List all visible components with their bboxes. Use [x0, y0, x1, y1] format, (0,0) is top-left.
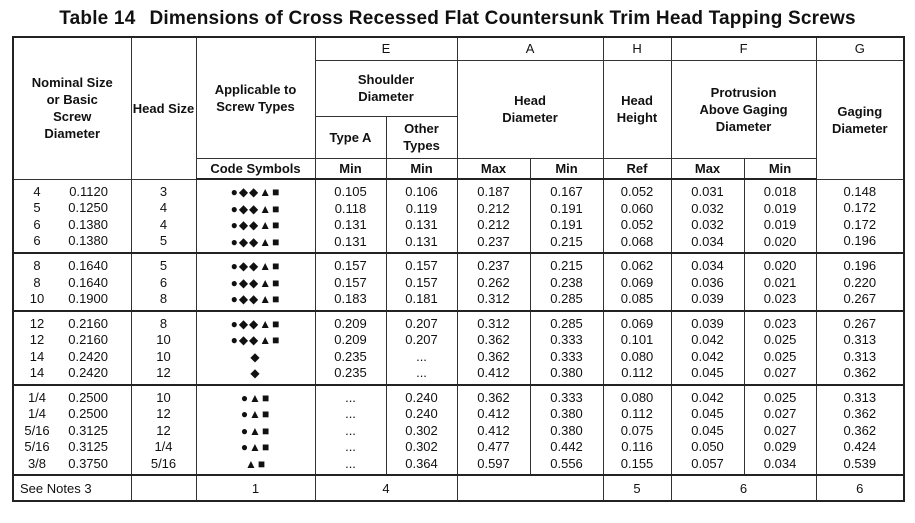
table-row: 0.302: [405, 422, 438, 438]
see-notes-label: See Notes: [20, 480, 81, 496]
e-type-a-min-cell: [315, 311, 386, 385]
basic-diameter: 0.2160: [68, 332, 108, 347]
table-row: 0.362: [477, 389, 510, 405]
nominal-size: 4: [33, 183, 41, 199]
table-row: [14, 365, 131, 382]
head-size-cell: [131, 385, 196, 476]
e-other-min-cell: [386, 311, 457, 385]
table-row: 0.209: [334, 315, 367, 331]
table-row: [14, 217, 131, 234]
table-row: 8: [159, 315, 168, 331]
table-row: 0.237: [477, 258, 510, 273]
page-title: [0, 8, 915, 30]
table-row: 0.069: [620, 274, 654, 290]
table-row: 0.240: [405, 406, 438, 421]
table-row: [14, 200, 131, 217]
nominal-size: 6: [33, 233, 41, 248]
f-max-cell: [671, 179, 744, 253]
nominal-size: 6: [33, 216, 41, 232]
table-row: 0.333: [550, 332, 583, 347]
table-row: 0.212: [477, 200, 510, 216]
e-other-min-cell: [386, 385, 457, 476]
table-row: 0.220: [843, 274, 877, 290]
nominal-size: 1/4: [27, 406, 47, 421]
table-row: 0.157: [405, 274, 438, 290]
a-max-cell: [457, 179, 530, 253]
basic-diameter: 0.1380: [68, 216, 108, 232]
table-row: [14, 291, 131, 308]
nominal-size-cell: [13, 179, 131, 253]
table-row: 0.042: [691, 389, 724, 405]
basic-diameter: 0.1380: [68, 233, 108, 248]
table-row: 0.027: [763, 406, 797, 421]
table-row: 0.362: [843, 422, 877, 438]
table-row: 0.312: [477, 291, 510, 306]
table-row: 0.057: [691, 455, 724, 471]
table-row: 0.131: [405, 233, 438, 249]
header-f-min: Min: [744, 158, 816, 179]
table-row: 0.029: [763, 439, 797, 454]
table-row: [14, 332, 131, 349]
table-row: 0.034: [691, 233, 724, 249]
header-h-ref: Ref: [603, 158, 671, 179]
table-row: 0.362: [477, 332, 510, 347]
see-notes-cell: [13, 475, 131, 501]
table-row: 0.172: [843, 216, 877, 232]
table-row: ●◆◆▲■: [230, 333, 281, 347]
table-row: 0.052: [620, 184, 654, 199]
table-row: 0.313: [843, 389, 877, 405]
table-row: 0.025: [763, 332, 797, 347]
table-row: 10: [156, 348, 171, 364]
table-row: 0.191: [550, 217, 583, 232]
code-symbols-cell: [196, 179, 315, 253]
header-head-height: Head Height: [603, 60, 671, 158]
table-row: 0.313: [843, 332, 877, 347]
table-row: 0.045: [691, 422, 724, 438]
header-f-max: Max: [671, 158, 744, 179]
f-max-cell: [671, 311, 744, 385]
head-size-cell: [131, 179, 196, 253]
table-row: 0.023: [763, 315, 797, 331]
table-row: 12: [156, 422, 171, 438]
table-row: 0.023: [763, 291, 797, 306]
table-row: 0.333: [550, 389, 583, 405]
table-row: 0.539: [843, 455, 877, 471]
table-row: ●◆◆▲■: [230, 234, 281, 249]
header-code-symbols: Code Symbols: [196, 158, 315, 179]
e-type-a-min-cell: [315, 253, 386, 311]
table-row: [14, 456, 131, 473]
table-row: 0.235: [334, 348, 367, 364]
table-row: 0.556: [550, 455, 583, 471]
a-max-cell: [457, 311, 530, 385]
f-max-cell: [671, 385, 744, 476]
table-row: 0.042: [691, 332, 724, 347]
f-min-cell: [744, 385, 816, 476]
table-row: 0.032: [691, 217, 724, 232]
note-code: 1: [196, 475, 315, 501]
table-row: 0.262: [477, 274, 510, 290]
table-row: 0.267: [843, 291, 877, 306]
table-row: 0.039: [691, 291, 724, 306]
table-row: 0.302: [405, 439, 438, 454]
table-row: 4: [159, 216, 168, 232]
header-e-type-a-min: Min: [315, 158, 386, 179]
table-row-group: [13, 311, 904, 385]
table-row: 0.119: [405, 200, 438, 216]
table-row: ●◆◆▲■: [230, 185, 281, 199]
header-g: G: [816, 37, 904, 60]
code-symbols-cell: [196, 253, 315, 311]
table-row: 5: [159, 233, 168, 248]
header-f: F: [671, 37, 816, 60]
table-row: 0.207: [405, 332, 438, 347]
g-cell: [816, 179, 904, 253]
table-row: 0.019: [763, 217, 797, 232]
table-row: ◆: [250, 366, 261, 380]
note-f: 6: [671, 475, 816, 501]
table-row: 0.196: [843, 233, 877, 248]
table-row: 0.101: [620, 332, 654, 347]
h-ref-cell: [603, 179, 671, 253]
basic-diameter: 0.1120: [69, 183, 108, 199]
table-row: 0.157: [405, 258, 438, 273]
table-row: 10: [156, 389, 171, 405]
table-row: ...: [345, 439, 356, 454]
table-row: 0.181: [405, 291, 438, 306]
table-row: 0.045: [691, 406, 724, 421]
code-symbols-cell: [196, 385, 315, 476]
table-row: 0.412: [477, 422, 510, 438]
table-row: [14, 349, 131, 366]
table-row: 0.380: [550, 406, 583, 421]
table-row: 0.118: [334, 200, 367, 216]
table-row: [14, 390, 131, 407]
f-min-cell: [744, 311, 816, 385]
e-other-min-cell: [386, 179, 457, 253]
note-h: 5: [603, 475, 671, 501]
e-type-a-min-cell: [315, 179, 386, 253]
table-row: [14, 233, 131, 250]
table-row: ◆: [250, 349, 261, 364]
g-cell: [816, 253, 904, 311]
table-row: 0.412: [477, 365, 510, 380]
table-row: 0.187: [477, 184, 510, 199]
table-row: 0.085: [620, 291, 654, 306]
table-row: ...: [345, 389, 356, 405]
nominal-size: 5/16: [24, 439, 50, 454]
table-row: 0.333: [550, 348, 583, 364]
table-row: 12: [156, 365, 171, 380]
table-row: 0.362: [843, 406, 877, 421]
table-row-group: [13, 385, 904, 476]
header-shoulder-diameter: Shoulder Diameter: [315, 60, 457, 116]
header-a-max: Max: [457, 158, 530, 179]
table-row: ...: [345, 406, 356, 421]
e-other-min-cell: [386, 253, 457, 311]
h-ref-cell: [603, 253, 671, 311]
table-row-group: [13, 179, 904, 253]
header-applicable: Applicable to Screw Types: [196, 37, 315, 158]
table-row: 0.060: [620, 200, 654, 216]
table-row: ●▲■: [240, 407, 271, 421]
table-row-group: [13, 253, 904, 311]
table-row: 0.477: [477, 439, 510, 454]
table-row: 0.238: [550, 274, 583, 290]
table-row: 5: [159, 258, 168, 273]
table-row: 0.362: [477, 348, 510, 364]
table-row: 0.313: [843, 348, 877, 364]
table-row: [14, 316, 131, 333]
a-min-cell: [530, 311, 603, 385]
nominal-size: 12: [29, 332, 45, 347]
basic-diameter: 0.3125: [68, 422, 108, 438]
table-row: [14, 275, 131, 292]
table-row: 0.052: [620, 217, 654, 232]
dimensions-table: [12, 36, 905, 502]
e-type-a-min-cell: [315, 385, 386, 476]
table-row: 0.285: [550, 291, 583, 306]
table-row: 0.020: [763, 233, 797, 249]
header-a-min: Min: [530, 158, 603, 179]
table-row: [14, 439, 131, 456]
basic-diameter: 0.2420: [68, 365, 108, 380]
header-gaging-diameter: Gaging Diameter: [816, 60, 904, 179]
basic-diameter: 0.2160: [68, 315, 108, 331]
table-row: 0.042: [691, 348, 724, 364]
table-row: ●◆◆▲■: [230, 259, 281, 273]
nominal-size: 5/16: [24, 422, 50, 438]
nominal-size: 14: [29, 348, 45, 364]
table-row: 0.196: [843, 258, 877, 273]
table-row: 0.131: [334, 217, 367, 232]
table-row: 0.025: [763, 389, 797, 405]
table-row: 0.062: [620, 258, 654, 273]
table-row: 0.068: [620, 233, 654, 249]
table-row: ▲■: [244, 456, 267, 471]
table-row: 0.131: [334, 233, 367, 249]
table-row: 3: [159, 183, 168, 199]
table-row: 0.112: [621, 365, 653, 380]
table-row: 0.172: [843, 200, 877, 215]
table-row: 0.027: [763, 365, 797, 380]
table-row: ●◆◆▲■: [230, 201, 281, 216]
table-row: 0.412: [477, 406, 510, 421]
table-row: [14, 258, 131, 275]
table-row: ●◆◆▲■: [230, 218, 281, 232]
table-row: 0.032: [691, 200, 724, 216]
table-row: 0.183: [334, 291, 367, 306]
code-symbols-cell: [196, 311, 315, 385]
table-row: 0.235: [334, 365, 367, 380]
table-row: 0.018: [763, 184, 797, 199]
header-head-diameter: Head Diameter: [457, 60, 603, 158]
f-min-cell: [744, 253, 816, 311]
table-row: 8: [159, 291, 168, 306]
table-row: ●▲■: [240, 390, 271, 405]
header-e: E: [315, 37, 457, 60]
table-row: 0.080: [620, 389, 654, 405]
table-row: 0.380: [550, 422, 583, 438]
table-row: 0.157: [334, 274, 367, 290]
note-nominal: 3: [84, 480, 92, 496]
table-row: 0.131: [405, 217, 438, 232]
table-row: 0.155: [620, 455, 654, 471]
table-row: 0.027: [763, 422, 797, 438]
basic-diameter: 0.2420: [68, 348, 108, 364]
table-row: [14, 423, 131, 440]
table-row: 0.167: [550, 184, 583, 199]
table-row: ...: [416, 348, 427, 364]
basic-diameter: 0.2500: [68, 389, 108, 405]
table-row: 0.036: [691, 274, 724, 290]
table-row: 0.045: [691, 365, 724, 380]
header-a: A: [457, 37, 603, 60]
a-min-cell: [530, 385, 603, 476]
note-head-size: [131, 475, 196, 501]
table-row: 0.207: [405, 315, 438, 331]
nominal-size-cell: [13, 253, 131, 311]
table-row: ●▲■: [240, 440, 271, 454]
table-row: 0.215: [550, 258, 583, 273]
table-row: 0.105: [334, 184, 367, 199]
table-row: ●◆◆▲■: [230, 316, 281, 331]
g-cell: [816, 311, 904, 385]
nominal-size: 8: [33, 258, 41, 273]
nominal-size: 1/4: [27, 389, 47, 405]
header-head-size: Head Size: [131, 37, 196, 179]
f-min-cell: [744, 179, 816, 253]
table-row: 6: [159, 274, 168, 290]
table-number: Table 14: [59, 8, 136, 29]
nominal-size-cell: [13, 385, 131, 476]
basic-diameter: 0.1640: [68, 274, 108, 290]
note-a: [457, 475, 603, 501]
table-row: 0.069: [620, 315, 654, 331]
table-row: ●◆◆▲■: [230, 292, 281, 306]
nominal-size: 8: [33, 274, 41, 290]
table-row: 0.019: [763, 200, 797, 216]
nominal-size-cell: [13, 311, 131, 385]
table-row: 0.021: [763, 274, 797, 290]
notes-row: [13, 475, 904, 501]
table-row: 0.597: [477, 455, 510, 471]
table-row: 5/16: [150, 455, 177, 471]
nominal-size: 12: [29, 315, 45, 331]
header-type-a: Type A: [315, 116, 386, 158]
nominal-size: 10: [29, 291, 45, 306]
nominal-size: 3/8: [27, 455, 47, 471]
table-row: 0.031: [691, 184, 724, 199]
table-title: Dimensions of Cross Recessed Flat Countersunk Trim Head Tapping Screws: [149, 8, 856, 29]
basic-diameter: 0.1640: [68, 258, 108, 273]
h-ref-cell: [603, 385, 671, 476]
table-row: ...: [345, 422, 356, 438]
table-row: 0.034: [763, 455, 797, 471]
basic-diameter: 0.3750: [68, 455, 108, 471]
a-min-cell: [530, 253, 603, 311]
header-e-other-min: Min: [386, 158, 457, 179]
note-g: 6: [816, 475, 904, 501]
f-max-cell: [671, 253, 744, 311]
table-row: 0.112: [621, 406, 653, 421]
a-max-cell: [457, 385, 530, 476]
table-row: 0.285: [550, 315, 583, 331]
table-row: 0.075: [620, 422, 654, 438]
table-row: 0.362: [843, 365, 877, 380]
nominal-size: 5: [33, 200, 41, 215]
table-row: 0.267: [843, 315, 877, 331]
nominal-size: 14: [29, 365, 45, 380]
basic-diameter: 0.2500: [68, 406, 108, 421]
table-row: 1/4: [154, 439, 173, 454]
g-cell: [816, 385, 904, 476]
basic-diameter: 0.1250: [68, 200, 108, 215]
h-ref-cell: [603, 311, 671, 385]
table-row: 12: [156, 406, 171, 421]
table-row: 0.050: [691, 439, 724, 454]
header-protrusion: Protrusion Above Gaging Diameter: [671, 60, 816, 158]
table-row: 0.148: [843, 183, 877, 199]
table-row: ...: [345, 455, 356, 471]
table-row: 0.209: [334, 332, 367, 347]
table-row: ...: [416, 365, 427, 380]
table-row: 4: [159, 200, 168, 215]
table-row: 0.039: [691, 315, 724, 331]
basic-diameter: 0.1900: [68, 291, 108, 306]
basic-diameter: 0.3125: [68, 439, 108, 454]
a-max-cell: [457, 253, 530, 311]
table-row: 0.212: [477, 217, 510, 232]
a-min-cell: [530, 179, 603, 253]
table-row: 0.442: [550, 439, 583, 454]
table-row: 0.215: [550, 233, 583, 249]
table-row: 0.080: [620, 348, 654, 364]
table-row: 0.237: [477, 233, 510, 249]
table-row: 0.424: [843, 439, 877, 454]
table-row: 0.106: [405, 184, 438, 199]
table-row: 0.240: [405, 389, 438, 405]
table-row: [14, 406, 131, 423]
table-row: 0.034: [691, 258, 724, 273]
head-size-cell: [131, 311, 196, 385]
table-row: 0.020: [763, 258, 797, 273]
head-size-cell: [131, 253, 196, 311]
table-row: ●◆◆▲■: [230, 275, 281, 290]
table-row: [14, 184, 131, 201]
table-row: 0.157: [334, 258, 367, 273]
table-row: 0.380: [550, 365, 583, 380]
table-row: 0.025: [763, 348, 797, 364]
table-row: 0.191: [550, 200, 583, 216]
table-row: 10: [156, 332, 171, 347]
table-row: 0.312: [477, 315, 510, 331]
header-nominal-size: Nominal Size or Basic Screw Diameter: [13, 37, 131, 179]
table-row: ●▲■: [240, 423, 271, 438]
table-row: 0.116: [621, 439, 653, 454]
header-other-types: Other Types: [386, 116, 457, 158]
table-row: 0.364: [405, 455, 438, 471]
note-e: 4: [315, 475, 457, 501]
header-h: H: [603, 37, 671, 60]
